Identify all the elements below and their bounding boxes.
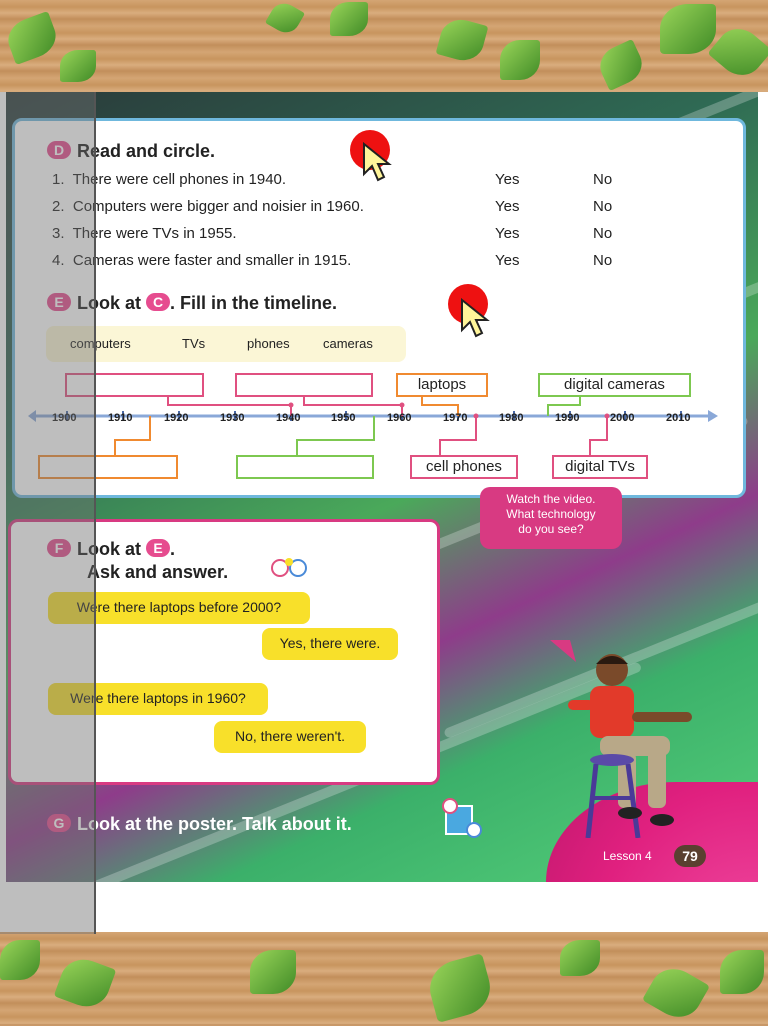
answer-yes-3[interactable]: Yes xyxy=(495,225,520,242)
page-number: 79 xyxy=(674,845,706,867)
section-g-letter-badge: G xyxy=(47,814,71,832)
word-bank-tvs: TVs xyxy=(182,336,206,351)
section-f-ref-badge: E xyxy=(146,539,170,557)
year-1990: 1990 xyxy=(555,412,580,424)
dialog-question-2: Were there laptops in 1960? xyxy=(48,683,268,715)
year-1960: 1960 xyxy=(387,412,412,424)
section-e-letter-badge: E xyxy=(47,293,71,311)
section-d-letter-badge: D xyxy=(47,141,71,159)
year-1920: 1920 xyxy=(164,412,189,424)
section-e-ref-badge: C xyxy=(146,293,170,311)
section-f-title-end: . xyxy=(170,539,176,559)
lesson-label: Lesson 4 xyxy=(603,849,652,863)
section-e-title-end: . Fill in the timeline. xyxy=(170,293,338,313)
question-1: 1. There were cell phones in 1940. xyxy=(52,171,287,188)
answer-no-1[interactable]: No xyxy=(593,171,613,188)
section-g-title: Look at the poster. Talk about it. xyxy=(77,814,352,834)
dialog-question-1: Were there laptops before 2000? xyxy=(48,592,310,624)
question-2: 2. Computers were bigger and noisier in 1960. xyxy=(52,198,364,215)
section-f-letter-badge: F xyxy=(47,539,71,557)
answer-no-3[interactable]: No xyxy=(593,225,613,242)
year-1910: 1910 xyxy=(108,412,133,424)
cursor-icon-1 xyxy=(362,142,394,186)
timeline-box-cell-phones: cell phones xyxy=(410,455,518,479)
dialog-answer-2: No, there weren't. xyxy=(214,721,366,753)
section-f-subtitle: Ask and answer. xyxy=(87,562,229,582)
year-1950: 1950 xyxy=(331,412,356,424)
year-1930: 1930 xyxy=(220,412,245,424)
year-2010: 2010 xyxy=(666,412,691,424)
word-bank-phones: phones xyxy=(247,336,290,351)
speech-line-1: Watch the video. xyxy=(506,492,596,506)
speech-line-3: do you see? xyxy=(518,522,584,536)
answer-yes-4[interactable]: Yes xyxy=(495,252,520,269)
speech-line-2: What technology xyxy=(506,507,596,521)
year-1940: 1940 xyxy=(276,412,301,424)
answer-yes-1[interactable]: Yes xyxy=(495,171,520,188)
watch-video-speech-bubble xyxy=(480,487,622,549)
boy-on-stool-illustration xyxy=(560,648,710,838)
section-e-title-start: Look at xyxy=(77,293,142,313)
year-2000: 2000 xyxy=(610,412,635,424)
year-1970: 1970 xyxy=(443,412,468,424)
timeline-box-laptops: laptops xyxy=(396,373,488,397)
word-bank-cameras: cameras xyxy=(323,336,373,351)
section-f-title-start: Look at xyxy=(77,539,142,559)
dialog-answer-1: Yes, there were. xyxy=(262,628,398,660)
answer-no-4[interactable]: No xyxy=(593,252,613,269)
year-1900: 1900 xyxy=(52,412,77,424)
left-selection-overlay xyxy=(0,92,96,934)
answer-yes-2[interactable]: Yes xyxy=(495,198,520,215)
section-d-title: Read and circle. xyxy=(77,141,216,161)
question-4: 4. Cameras were faster and smaller in 1915. xyxy=(52,252,352,269)
timeline-box-digital-cameras: digital cameras xyxy=(538,373,691,397)
poster-icon xyxy=(440,798,486,840)
word-bank-computers: computers xyxy=(70,336,131,351)
pair-work-icon xyxy=(270,556,310,578)
cursor-icon-2 xyxy=(460,298,492,342)
answer-no-2[interactable]: No xyxy=(593,198,613,215)
timeline-box-digital-tvs: digital TVs xyxy=(552,455,648,479)
question-3: 3. There were TVs in 1955. xyxy=(52,225,237,242)
year-1980: 1980 xyxy=(499,412,524,424)
